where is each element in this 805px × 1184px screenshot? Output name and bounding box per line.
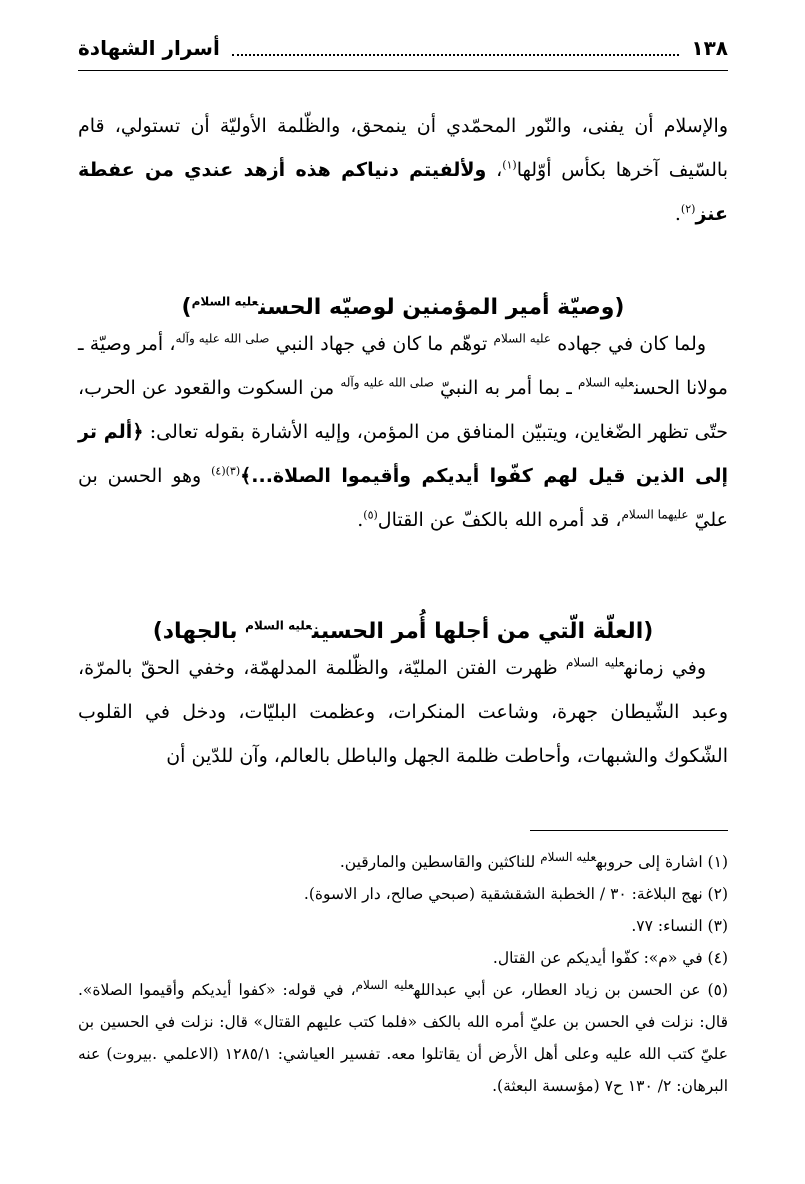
footnote-separator [530,830,728,831]
footnote-5-text: (٥) عن الحسن بن زياد العطار، عن أبي عبدالله [413,981,728,999]
footnote-1 [78,846,728,878]
paragraph-1-text-a: والإسلام أن يفنى، والنّور المحمّدي أن ينمحق، والظّلمة الأوليّة أن تستولي، قام بالسّيف آخرها بكأس أوّلها [78,115,728,181]
footnote-ref-4[interactable]: (٤) [211,464,226,478]
footnote-1-text: (١) اشارة إلى حروبه [596,853,728,871]
quran-verse: ﴿ألم تر إلى الذين قيل لهم كفّوا أيديكم وأقيموا الصلاة...﴾ [78,421,728,487]
paragraph-2-text: وهو الحسن بن عليّ [78,465,728,531]
footnotes [78,846,728,1102]
paragraph-2 [78,322,728,542]
paragraph-3 [78,646,728,778]
paragraph-1-text-b: ، [486,159,503,181]
honorific-icon: عليه السلام [191,294,259,309]
section-heading-2-text-b: بالجهاد) [152,619,238,644]
page-number: ١٣٨ [691,36,728,60]
footnote-ref-5[interactable]: (٥) [363,508,378,522]
bold-quote: ولألفيتم دنياكم هذه أزهد عندي من عفطة عنز [78,159,728,225]
footnote-ref-3[interactable]: (٣) [225,464,241,478]
page-header [78,30,728,66]
paragraph-2-text: ـ بما أمر به النبيّ [440,377,572,399]
paragraph-1 [78,104,728,236]
honorific-icon: صلى الله عليه وآله [175,331,270,346]
header-rule [78,70,728,71]
footnote-1-text: للناكثين والقاسطين والمارقين. [339,853,536,871]
section-heading-1-text-a: (وصيّة أمير المؤمنين لوصيّه الحسن [258,295,625,320]
paragraph-2-text: . [357,509,364,531]
paragraph-3-text: وفي زمانه [624,657,706,679]
honorific-icon: عليهما السلام [621,507,689,522]
section-heading-1-text-b: ) [181,295,192,320]
footnote-3: (٣) النساء: ٧٧. [631,917,728,935]
honorific-icon: عليه السلام [355,977,414,992]
footnote-5-text: ، في قوله: «كفوا أيديكم وأقيموا الصلاة». قال: نزلت في الحسن بن عليّ أمره الله بالكف «فلما كتب عليهم القتال» قال: نزلت في الحسين بن عليّ كتب الله عليه وعلى أهل الأرض أن يقاتلوا معه. تفسير العياشي: ١٢٨٥/١ (الاعلمي .بيروت) عنه البرهان: ٢/ ١٣٠ ح٧ (مؤسسة البعثة). [78,981,728,1095]
footnote-5 [78,974,728,1102]
section-heading-2-text-a: (العلّة الّتي من أجلها أُمر الحسين [311,619,654,644]
honorific-icon: عليه السلام [577,375,634,390]
honorific-icon: عليه السلام [540,849,597,864]
paragraph-2-text: ، قد أمره الله بالكفّ عن القتال [377,509,622,531]
footnote-2: (٢) نهج البلاغة: ٣٠ / الخطبة الشقشقية (صبحي صالح، دار الاسوة). [303,885,728,903]
paragraph-3-text: ظهرت الفتن المليّة، والظّلمة المدلهمّة، وخفي الحقّ بالمرّة، وعبد الشّيطان جهرة، وشاعت المنكرات، وعظمت البليّات، ودخل في القلوب الشّكوك والشبهات، وأحاطت ظلمة الجهل والباطل بالعالم، وآن للدّين أن [78,657,728,767]
dot-leader [232,40,680,56]
honorific-icon: عليه السلام [493,331,551,346]
paragraph-2-text: ، أمر وصيّة ـ مولانا الحسن [78,333,728,399]
paragraph-2-text: ولما كان في جهاده [557,333,706,355]
footnote-ref-1[interactable]: (١) [502,158,517,172]
paragraph-2-text: من السكوت والقعود عن الحرب، حتّى تظهر الضّغاين، ويتبيّن المنافق من المؤمن، وإليه الأشارة بقوله تعالى: [78,377,728,443]
paragraph-1-text-c: . [674,203,681,225]
paragraph-2-text: توهّم ما كان في جهاد النبي [275,333,488,355]
honorific-icon: عليه السلام [245,618,312,633]
footnote-4: (٤) في «م»: كفّوا أيديكم عن القتال. [492,949,728,967]
honorific-icon: صلى الله عليه وآله [340,375,434,390]
footnote-ref-2[interactable]: (٢) [680,202,696,216]
running-title: أسرار الشهادة [78,36,220,60]
honorific-icon: عليه السلام [566,655,625,670]
